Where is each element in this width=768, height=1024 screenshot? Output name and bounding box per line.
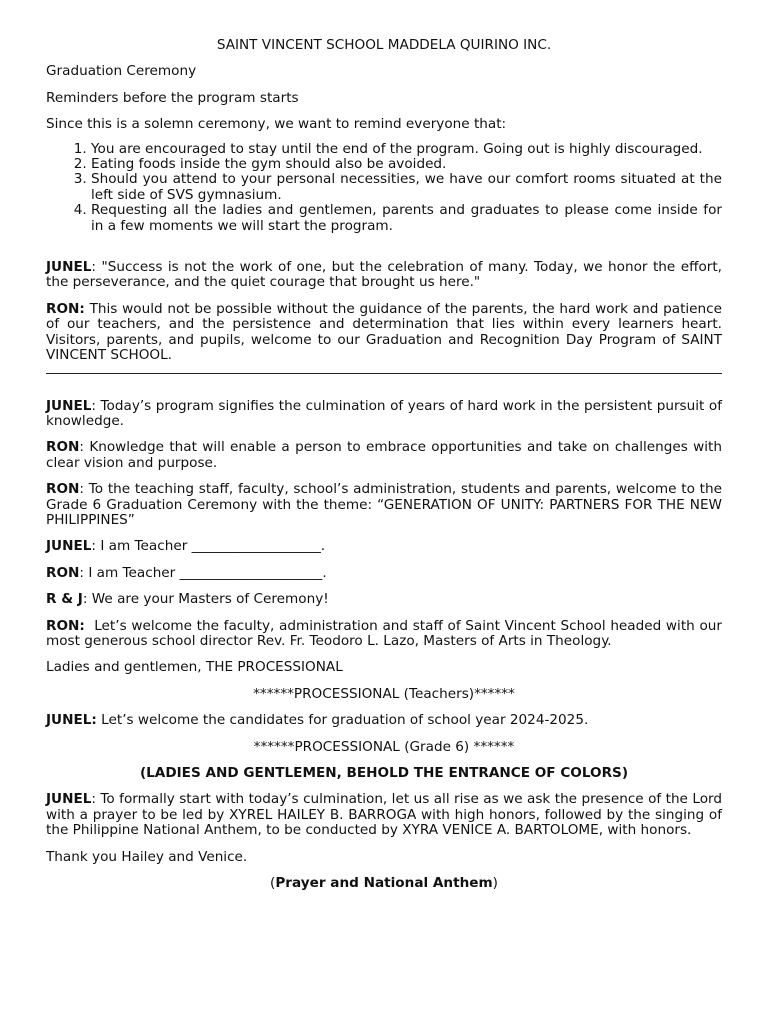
script-line: JUNEL: I am Teacher ___________________. (46, 538, 326, 555)
reminders-heading: Reminders before the program starts (46, 89, 299, 106)
script-line: RON: To the teaching staff, faculty, school’s administration, students and parents, welcome to the Grade 6 Graduation Ceremony with the theme: “GENERATION OF UNITY: PARTNERS FOR THE NEW PHILIPPINES” (46, 481, 722, 528)
line-text: I am Teacher _____________________. (88, 564, 327, 581)
speaker-name: RON (46, 481, 80, 498)
reminder-item: 1. You are encouraged to stay until the end of the program. Going out is highly discouraged. (91, 142, 722, 157)
line-text: "Success is not the work of one, but the celebration of many. Today, we honor the effort, the perseverance, and the quiet courage that brought us here." (46, 259, 722, 291)
script-line: JUNEL: "Success is not the work of one, but the celebration of many. Today, we honor the effort, the perseverance, and the quiet courage that brought us here." (46, 259, 722, 291)
line-text: We are your Masters of Ceremony! (91, 591, 329, 608)
script-line (46, 792, 722, 838)
reminder-item: 4. Requesting all the ladies and gentlemen, parents and graduates to please come inside for in a few moments we will start the program. (91, 203, 722, 234)
reminders-list (46, 142, 722, 234)
script-line (46, 619, 722, 650)
thanks-line: Thank you Hailey and Venice. (46, 848, 248, 865)
script-line: RON: Knowledge that will enable a person to embrace opportunities and take on challenges with clear vision and purpose. (46, 439, 723, 471)
event-title: Graduation Ceremony (46, 63, 197, 80)
processional-teachers: ******PROCESSIONAL (Teachers)****** (253, 685, 515, 702)
speaker-name: RON: (46, 300, 85, 317)
processional-grade6: ******PROCESSIONAL (Grade 6) ****** (253, 738, 515, 755)
speaker-name: R & J (46, 591, 83, 608)
speaker-name: RON (46, 439, 80, 456)
reminder-item: 3. Should you attend to your personal necessities, we have our comfort rooms situated at the left side of SVS gymnasium. (91, 172, 722, 203)
script-line: RON: I am Teacher _____________________. (46, 564, 327, 581)
reminder-item: 2. Eating foods inside the gym should also be avoided. (91, 157, 722, 172)
prayer-line: (Prayer and National Anthem) (270, 875, 498, 892)
line-text: Knowledge that will enable a person to embrace opportunities and take on challenges with clear vision and purpose. (46, 439, 723, 471)
line-text: This would not be possible without the guidance of the parents, the hard work and patience of our teachers, and the persistence and determination that lies within every learners heart. Visitors, parents, and pupils, welcome to our Graduation and Recognition Day Program of SAINT VINCENT SCHOOL. (46, 300, 722, 364)
line-text: I am Teacher ___________________. (100, 538, 326, 555)
speaker-name: JUNEL (46, 538, 92, 555)
script-line (46, 713, 722, 728)
line-text: Let’s welcome the faculty, administration and staff of Saint Vincent School headed with our most generous school director Rev. Fr. Teodoro L. Lazo, Masters of Arts in Theology. (46, 617, 722, 649)
ladies-line: Ladies and gentlemen, THE PROCESSIONAL (46, 659, 343, 676)
speaker-name: JUNEL (46, 259, 92, 276)
prayer-title: Prayer and National Anthem (275, 875, 493, 892)
line-text: : To formally start with today’s culmination, let us all rise as we ask the presence of the Lord with a prayer to be led by XYREL HAILEY B. BARROGA with high honors, followed by the singing of the Philippine National Anthem, to be conducted by XYRA VENICE A. BARTOLOME, with honors. (46, 791, 722, 839)
line-text: Let’s welcome the candidates for graduation of school year 2024-2025. (96, 712, 589, 729)
reminders-intro: Since this is a solemn ceremony, we want to remind everyone that: (46, 116, 507, 133)
speaker-name: RON (46, 564, 80, 581)
school-title: SAINT VINCENT SCHOOL MADDELA QUIRINO INC. (216, 37, 552, 53)
speaker-name: RON: (46, 617, 85, 634)
script-line: JUNEL: Today’s program signifies the culmination of years of hard work in the persistent pursuit of knowledge. (46, 397, 722, 429)
colors-line: (LADIES AND GENTLEMEN, BEHOLD THE ENTRANCE OF COLORS) (139, 765, 629, 781)
line-text: Today’s program signifies the culmination of years of hard work in the persistent pursuit of knowledge. (46, 397, 722, 429)
speaker-name: JUNEL: (46, 712, 97, 729)
divider-line (46, 373, 722, 374)
speaker-name: JUNEL (46, 397, 92, 414)
line-text: To the teaching staff, faculty, school’s administration, students and parents, welcome to the Grade 6 Graduation Ceremony with the theme: “GENERATION OF UNITY: PARTNERS FOR THE NEW PHILIPPINES” (46, 481, 722, 528)
speaker-name: JUNEL (46, 791, 92, 808)
script-line: R & J: We are your Masters of Ceremony! (46, 591, 329, 608)
script-line (46, 302, 722, 364)
